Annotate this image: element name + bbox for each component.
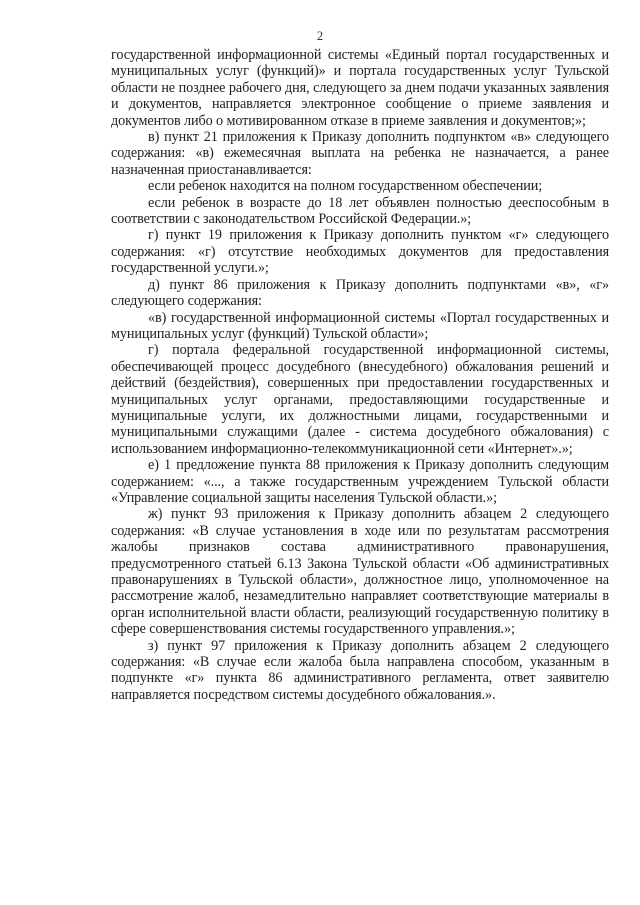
paragraph-8: г) портала федеральной государственной информационной системы, обеспечивающей процесс досудебного (внесудебного) обжалования решений и действий (бездействия), совершенных при предоставлении государственных и муниципальных услуг органами, предоставляющими государственные и муниципальные услуги, их должностными лицами, государственными и муниципальными служащими (далее - система досудебного обжалования) с использованием информационно-телекоммуникационной сети «Интернет».»; bbox=[111, 342, 609, 457]
page-number: 2 bbox=[316, 29, 324, 43]
paragraph-10: ж) пункт 93 приложения к Приказу дополнить абзацем 2 следующего содержания: «В случае установления в ходе или по результатам рассмотрения жалобы признаков состава административного правонарушения, предусмотренного статьей 6.13 Закона Тульской области «Об административных правонарушениях в Тульской области», должностное лицо, уполномоченное на рассмотрение жалоб, незамедлительно направляет соответствующие материалы в орган исполнительной власти области, реализующий государственную политику в сфере совершенствования системы государственного управления.»; bbox=[111, 506, 609, 638]
paragraph-11: з) пункт 97 приложения к Приказу дополнить абзацем 2 следующего содержания: «В случае если жалоба была направлена способом, указанным в подпункте «г» пункта 86 административного регламента, ответ заявителю направляется посредством системы досудебного обжалования.». bbox=[111, 637, 609, 703]
document-body bbox=[111, 47, 609, 703]
paragraph-9: е) 1 предложение пункта 88 приложения к Приказу дополнить следующим содержанием: «..., а также государственным учреждением Тульской области «Управление социальной защиты населения Тульской области.»; bbox=[111, 457, 609, 506]
paragraph-7: «в) государственной информационной системы «Портал государственных и муниципальных услуг (функций) Тульской области»; bbox=[111, 309, 609, 342]
paragraph-4: если ребенок в возрасте до 18 лет объявлен полностью дееспособным в соответствии с законодательством Российской Федерации.»; bbox=[111, 194, 609, 228]
paragraph-2: в) пункт 21 приложения к Приказу дополнить подпунктом «в» следующего содержания: «в) ежемесячная выплата на ребенка не назначается, а ранее назначенная приостанавливается: bbox=[111, 129, 609, 178]
paragraph-1: государственной информационной системы «Единый портал государственных и муниципальных услуг (функций)» и портала государственных услуг Тульской области не позднее рабочего дня, следующего за днем подачи указанных заявления и документов, направляется электронное сообщение о приеме заявления и документов либо о мотивированном отказе в приеме заявления и документов;»; bbox=[111, 47, 609, 129]
paragraph-5: г) пункт 19 приложения к Приказу дополнить пунктом «г» следующего содержания: «г) отсутствие необходимых документов для предоставления государственной услуги.»; bbox=[111, 227, 609, 277]
paragraph-3: если ребенок находится на полном государственном обеспечении; bbox=[148, 178, 543, 195]
paragraph-6: д) пункт 86 приложения к Приказу дополнить подпунктами «в», «г» следующего содержания: bbox=[111, 276, 609, 310]
